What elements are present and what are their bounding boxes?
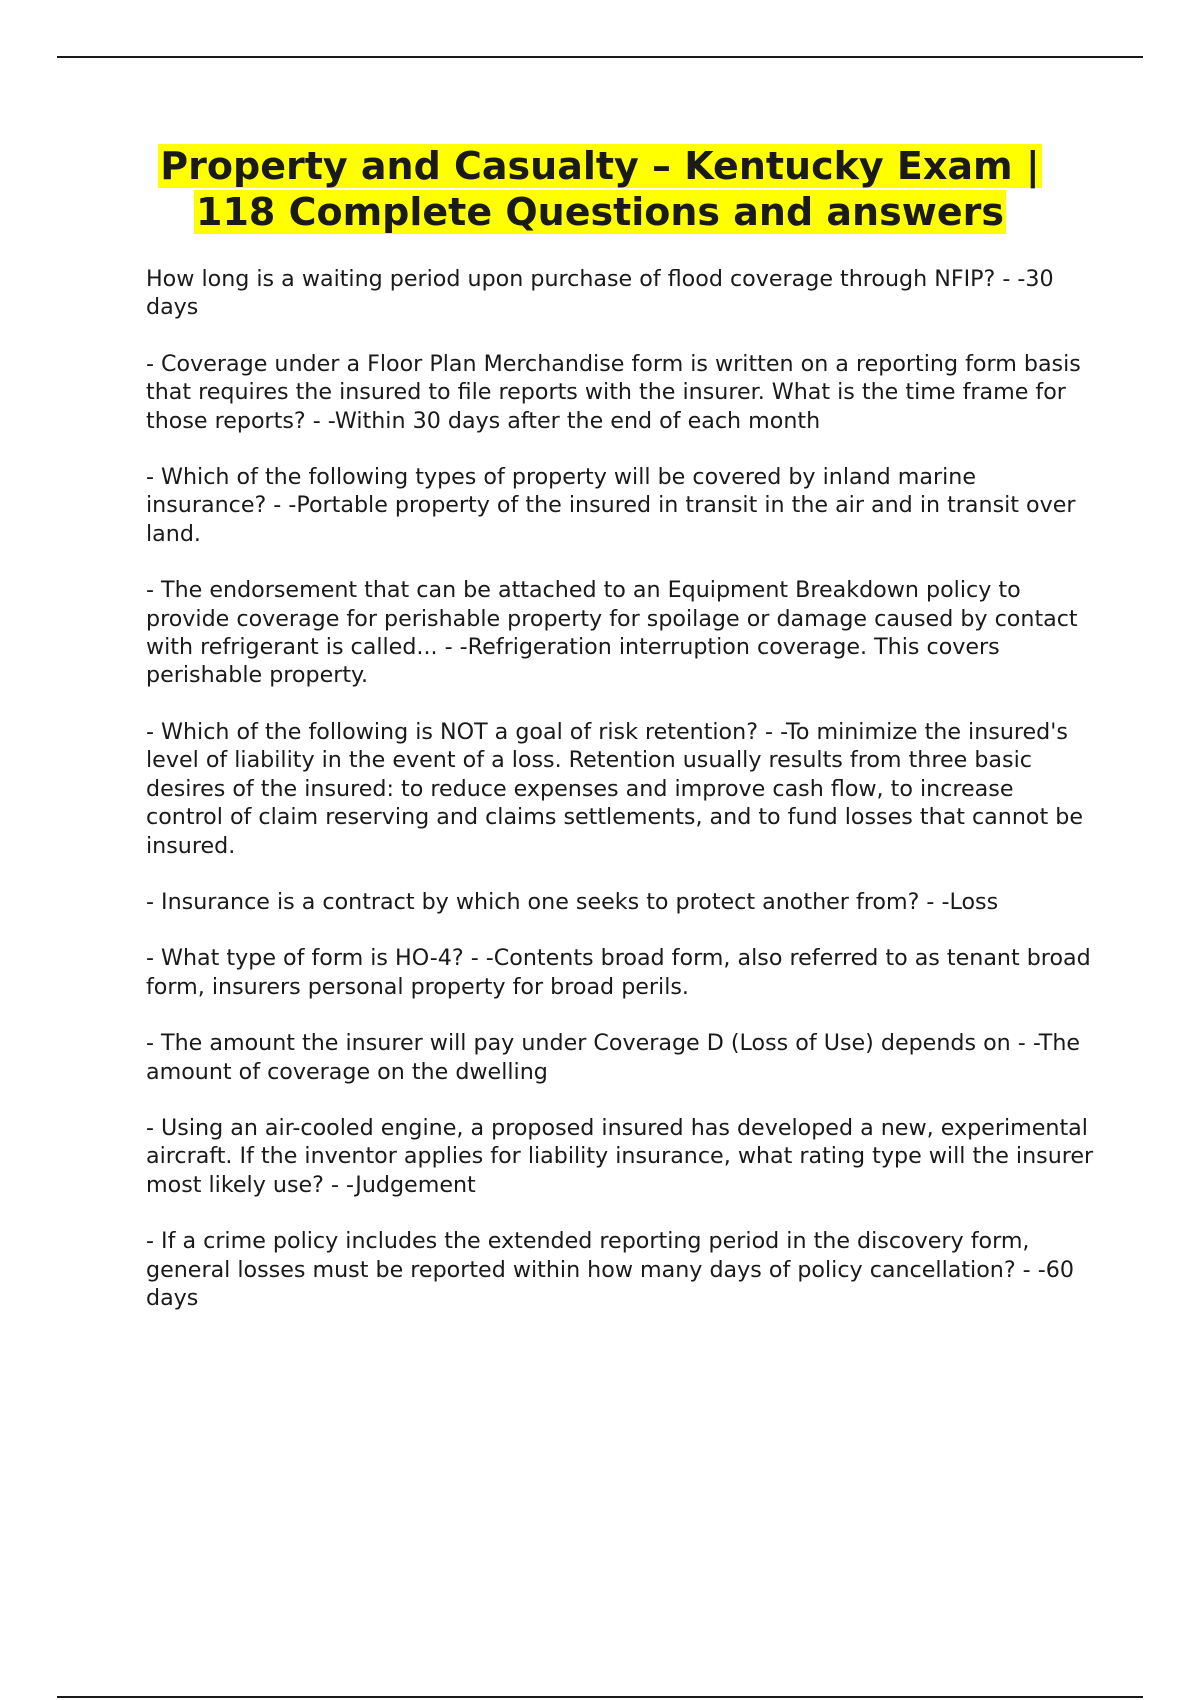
title-line-1 bbox=[60, 143, 1140, 189]
qa-item: - Which of the following is NOT a goal of risk retention? - -To minimize the insured's level of liability in the event of a loss. Retention usually results from three basic desires of the insured: to reduce expenses and improve cash flow, to increase control of claim reserving and claims settlements, and to fund losses that cannot be insured. bbox=[146, 718, 1083, 859]
top-rule bbox=[57, 56, 1143, 58]
document-title bbox=[60, 143, 1140, 235]
title-line-2 bbox=[60, 189, 1140, 235]
qa-item: - If a crime policy includes the extended reporting period in the discovery form, general losses must be reported within how many days of policy cancellation? - -60 days bbox=[146, 1228, 1074, 1311]
qa-item: - What type of form is HO-4? - -Contents broad form, also referred to as tenant broad form, insurers personal property for broad perils. bbox=[146, 945, 1091, 1000]
title-highlight-1: Property and Casualty – Kentucky Exam | bbox=[160, 144, 1040, 188]
qa-item: - Coverage under a Floor Plan Merchandise form is written on a reporting form basis that requires the insured to file reports with the insurer. What is the time frame for those reports? - -Within 30 days after the end of each month bbox=[146, 350, 1081, 434]
qa-list bbox=[146, 265, 1096, 1340]
title-highlight-2: 118 Complete Questions and answers bbox=[196, 190, 1004, 234]
qa-item: - The endorsement that can be attached to an Equipment Breakdown policy to provide coverage for perishable property for spoilage or damage caused by contact with refrigerant is called... - -Refrigeration interruption coverage. This covers perishable property. bbox=[146, 577, 1078, 689]
qa-item: How long is a waiting period upon purchase of flood coverage through NFIP? - -30 days bbox=[146, 266, 1054, 321]
qa-item: - The amount the insurer will pay under Coverage D (Loss of Use) depends on - -The amount of coverage on the dwelling bbox=[146, 1030, 1081, 1085]
bottom-rule bbox=[57, 1696, 1143, 1698]
qa-item: - Which of the following types of property will be covered by inland marine insurance? - -Portable property of the insured in transit in the air and in transit over land. bbox=[146, 464, 1076, 547]
qa-item: - Using an air-cooled engine, a proposed insured has developed a new, experimental aircraft. If the inventor applies for liability insurance, what rating type will the insurer most likely use? - -Judgement bbox=[146, 1114, 1094, 1198]
qa-item: - Insurance is a contract by which one seeks to protect another from? - -Loss bbox=[146, 888, 999, 915]
